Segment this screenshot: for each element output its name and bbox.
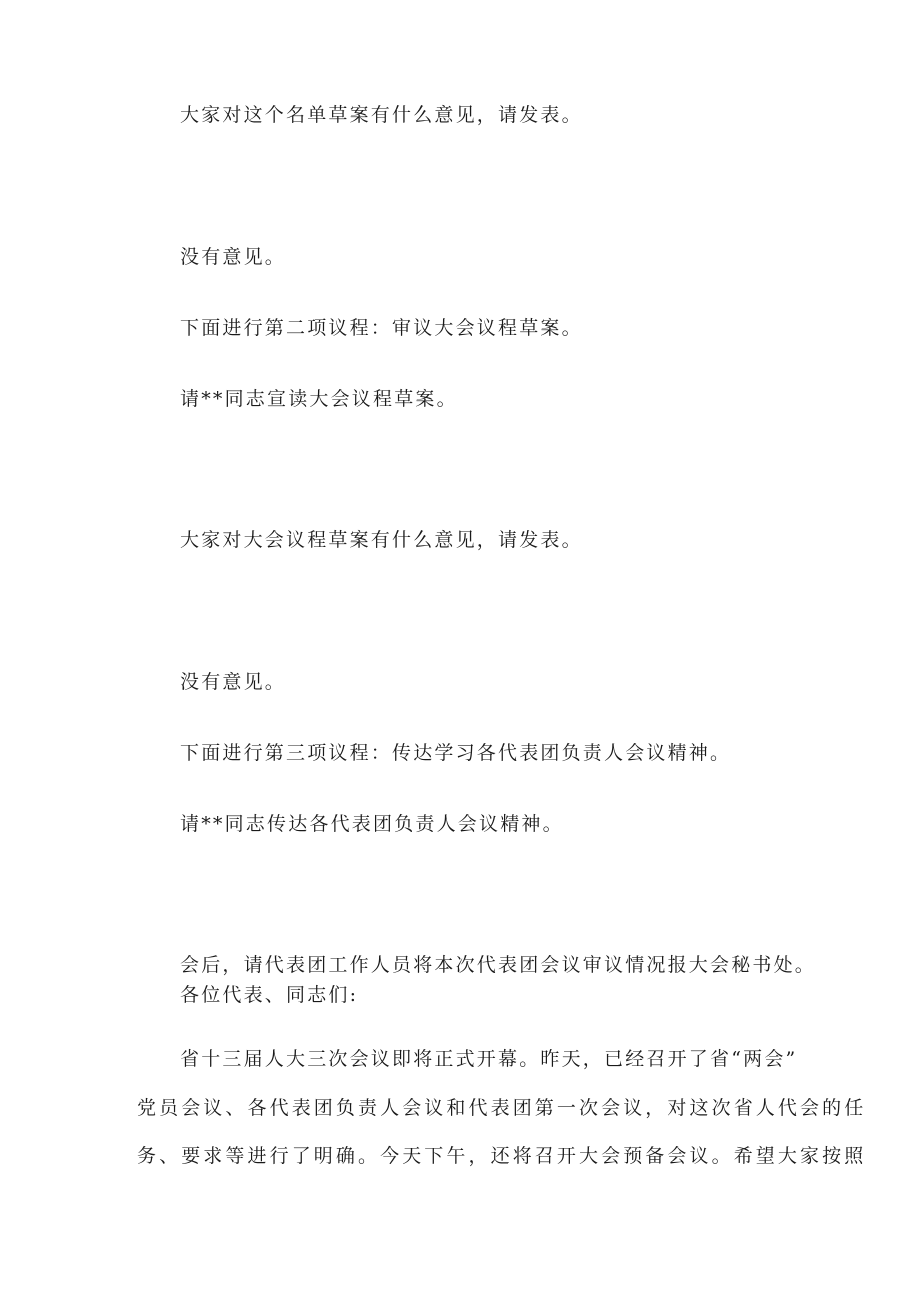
body-line-3: 务、要求等进行了明确。今天下午，还将召开大会预备会议。希望大家按照 — [137, 1145, 867, 1167]
paragraph-1: 大家对这个名单草案有什么意见，请发表。 — [180, 104, 583, 126]
salutation: 各位代表、同志们: — [180, 984, 359, 1006]
paragraph-9: 会后，请代表团工作人员将本次代表团会议审议情况报大会秘书处。 — [180, 954, 817, 976]
paragraph-6: 没有意见。 — [180, 671, 287, 693]
paragraph-8: 请**同志传达各代表团负责人会议精神。 — [180, 813, 564, 835]
body-line-1: 省十三届人大三次会议即将正式开幕。昨天，已经召开了省“两会” — [180, 1048, 798, 1070]
paragraph-5: 大家对大会议程草案有什么意见，请发表。 — [180, 529, 583, 551]
paragraph-4: 请**同志宣读大会议程草案。 — [180, 388, 458, 410]
paragraph-7: 下面进行第三项议程：传达学习各代表团负责人会议精神。 — [180, 742, 732, 764]
paragraph-3: 下面进行第二项议程：审议大会议程草案。 — [180, 317, 583, 339]
body-line-2: 党员会议、各代表团负责人会议和代表团第一次会议，对这次省人代会的任 — [137, 1097, 867, 1119]
paragraph-2: 没有意见。 — [180, 246, 287, 268]
